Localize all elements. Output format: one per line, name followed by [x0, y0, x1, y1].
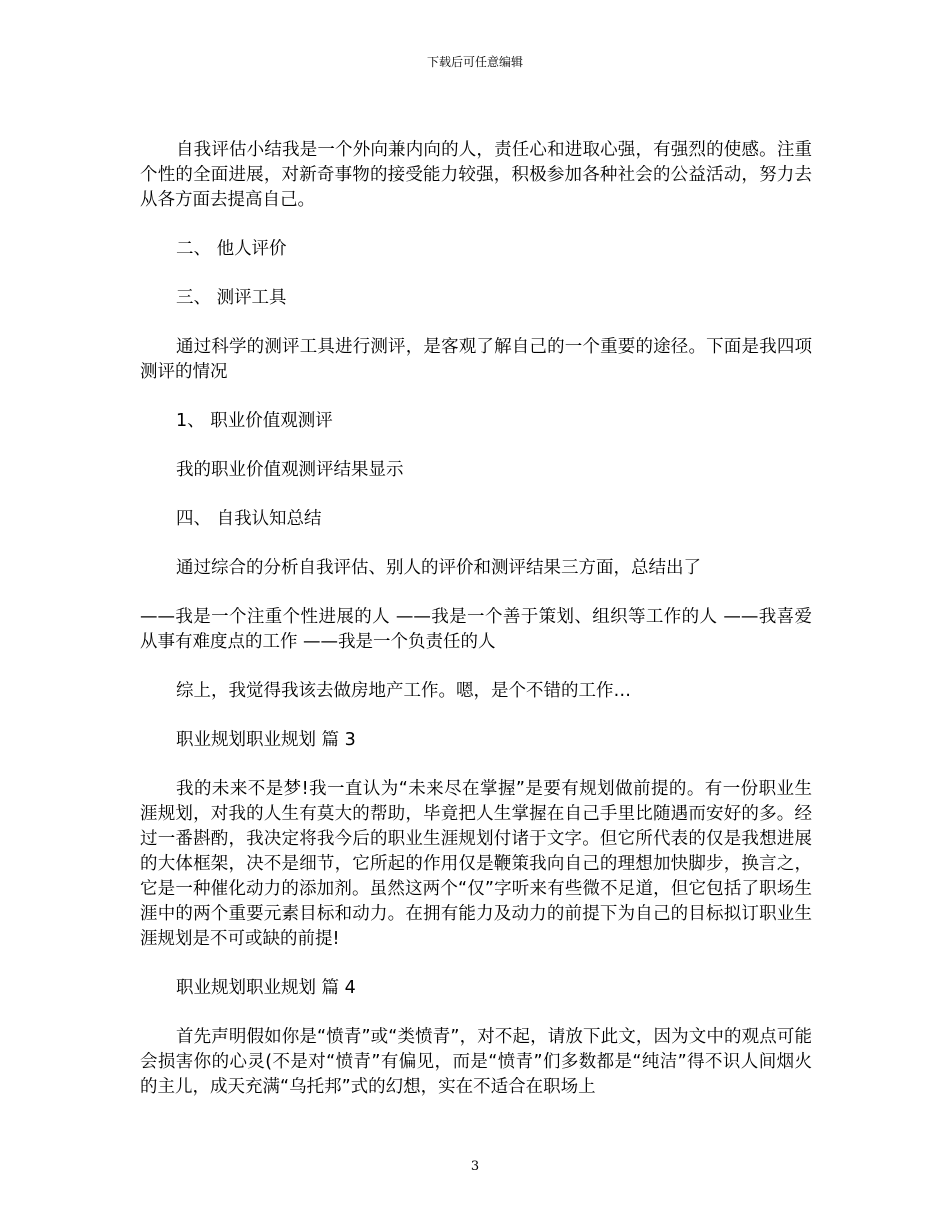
section-heading-assessment-tools: 三、 测评工具	[176, 288, 287, 308]
section-title-part-4: 职业规划职业规划 篇 4	[176, 978, 356, 998]
section-title-part-3: 职业规划职业规划 篇 3	[176, 730, 356, 750]
paragraph-part-4-body: 首先声明假如你是“愤青”或“类愤青”，对不起，请放下此文，因为文中的观点可能会损害你的心灵(不是对“愤青”有偏见，而是“愤青”们多数都是“纯洁”得不识人间烟火的主儿，成天充满“乌托邦”式的幻想，实在不适合在职场上	[140, 1027, 812, 1097]
paragraph-self-assessment: 自我评估小结我是一个外向兼内向的人，责任心和进取心强，有强烈的使感。注重个性的全面进展，对新奇事物的接受能力较强，积极参加各种社会的公益活动，努力去从各方面去提高自己。	[140, 140, 812, 210]
document-body	[140, 138, 812, 1100]
section-heading-others-evaluation: 二、 他人评价	[176, 239, 287, 259]
paragraph-assessment-intro: 通过科学的测评工具进行测评，是客观了解自己的一个重要的途径。下面是我四项测评的情况	[140, 337, 812, 382]
page-header: 下载后可任意编辑	[426, 55, 523, 69]
paragraph-part-3-body: 我的未来不是梦!我一直认为“未来尽在掌握”是要有规划做前提的。有一份职业生涯规划，对我的人生有莫大的帮助，毕竟把人生掌握在自己手里比随遇而安好的多。经过一番斟酌，我决定将我今后的职业生涯规划付诸于文字。但它所代表的仅是我想进展的大体框架，决不是细节，它所起的作用仅是鞭策我向自己的理想加快脚步，换言之，它是一种催化动力的添加剂。虽然这两个“仅”字听来有些微不足道，但它包括了职场生涯中的两个重要元素目标和动力。在拥有能力及动力的前提下为自己的目标拟订职业生涯规划是不可或缺的前提!	[140, 779, 812, 949]
paragraph-summary-intro: 通过综合的分析自我评估、别人的评价和测评结果三方面，总结出了	[176, 558, 701, 578]
paragraph-conclusion: 综上，我觉得我该去做房地产工作。嗯，是个不错的工作…	[176, 681, 631, 701]
page-number: 3	[470, 1159, 480, 1174]
paragraph-career-values-result: 我的职业价值观测评结果显示	[176, 460, 404, 480]
subheading-career-values: 1、 职业价值观测评	[176, 411, 333, 431]
section-heading-self-cognition: 四、 自我认知总结	[176, 509, 322, 529]
paragraph-traits-list: ——我是一个注重个性进展的人 ——我是一个善于策划、组织等工作的人 ——我喜爱从事有难度点的工作 ——我是一个负责任的人	[140, 607, 812, 652]
